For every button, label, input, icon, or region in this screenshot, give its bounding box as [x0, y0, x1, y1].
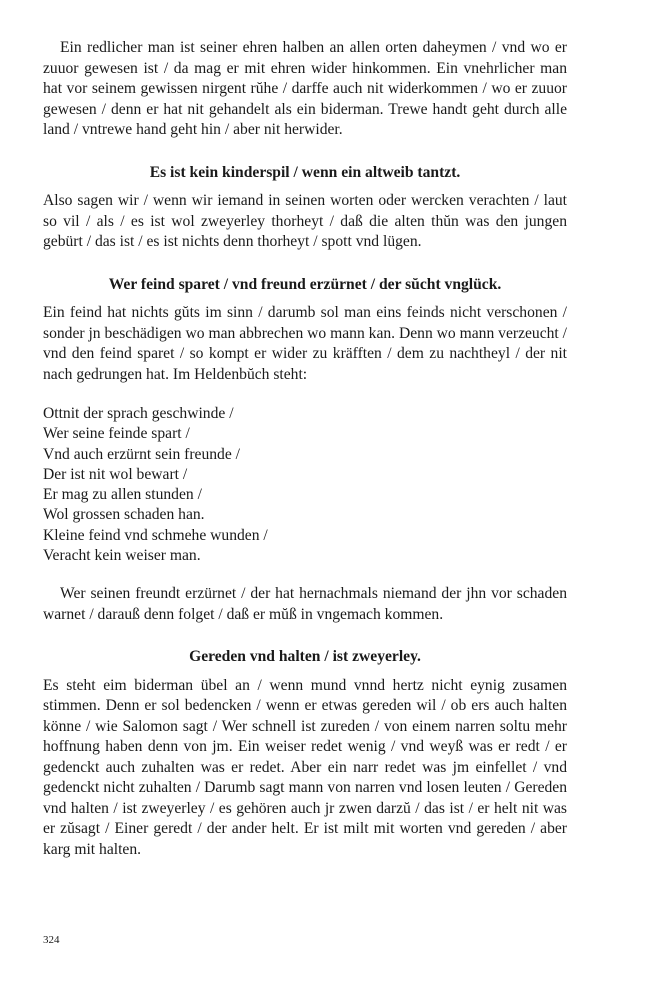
- page-number: 324: [43, 934, 60, 946]
- verse-line: Der ist nit wol bewart /: [43, 465, 188, 483]
- section-body-gereden: Es steht eim biderman übel an / wenn mund vnnd hertz nicht eynig zusamen stimmen. Denn er sol bedencken / wenn er etwas gereden wil / ob ers auch halten könne / wie Salomon sagt / Wer schnell ist zureden / von einem narren soltu mehr hoffnung haben denn von jm. Ein weiser redet wenig / vnd weyß was er redt / er gedenckt auch zuhalten was er redet. Aber ein narr redet was jm einfellet / vnd gedenckt nicht zuhalten / Darumb sagt mann von narren vnd losen leuten / Gereden vnd halten / ist zweyerley / es gehören auch jr zwen darzŭ / das ist / er helt nit was er zŭsagt / Einer geredt / der ander helt. Er ist milt mit worten vnd gereden / aber karg mit halten.: [43, 676, 567, 858]
- verse-line: Wol grossen schaden han.: [43, 506, 205, 524]
- verse-block: [43, 404, 567, 566]
- verse-line: Er mag zu allen stunden /: [43, 486, 202, 504]
- verse-line: Wer seine feinde spart /: [43, 425, 190, 443]
- section-heading-gereden: Gereden vnd halten / ist zweyerley.: [189, 648, 421, 666]
- verse-line: Kleine feind vnd schmehe wunden /: [43, 526, 268, 544]
- section-body-feind: Ein feind hat nichts gŭts im sinn / darumb sol man eins feinds nicht verschonen / sonder jn beschädigen wo man abbrechen wo mann kan. Denn wo mann verzeucht / vnd den feind sparet / so kompt er wider zu kräfften / dem zu nachtheyl / der nit nach gedrungen hat. Im Heldenbŭch steht:: [43, 304, 567, 383]
- verse-line: Ottnit der sprach geschwinde /: [43, 405, 234, 422]
- section-body-kinderspil: Also sagen wir / wenn wir iemand in seinen worten oder wercken verachten / laut so vil / als / es ist wol zweyerley thorheyt / daß die alten thŭn was den jungen gebürt / das ist / es ist nichts denn thorheyt / spott vnd lügen.: [43, 192, 567, 250]
- verse-line: Veracht kein weiser man.: [43, 547, 201, 565]
- section-heading-kinderspil: Es ist kein kinderspil / wenn ein altweib tantzt.: [149, 163, 461, 181]
- intro-paragraph: Ein redlicher man ist seiner ehren halben an allen orten daheymen / vnd wo er zuuor gewesen ist / da mag er mit ehren wider hinkommen. Ein vnehrlicher man hat vor seinem gewissen nirgent rŭhe / darffe auch nit widerkommen / wo er zuuor gewesen / denn er hat nit gehandelt als ein biderman. Trewe handt geht durch alle land / vntrewe hand geht hin / aber nit herwider.: [43, 39, 567, 138]
- after-verse-paragraph: Wer seinen freundt erzürnet / der hat hernachmals niemand der jhn vor schaden warnet / darauß denn folget / daß er mŭß in vngemach kommen.: [43, 585, 567, 623]
- text-block: [43, 38, 567, 860]
- verse-line: Vnd auch erzürnt sein freunde /: [43, 445, 241, 463]
- section-heading-feind: Wer feind sparet / vnd freund erzürnet / der sŭcht vnglück.: [108, 275, 502, 293]
